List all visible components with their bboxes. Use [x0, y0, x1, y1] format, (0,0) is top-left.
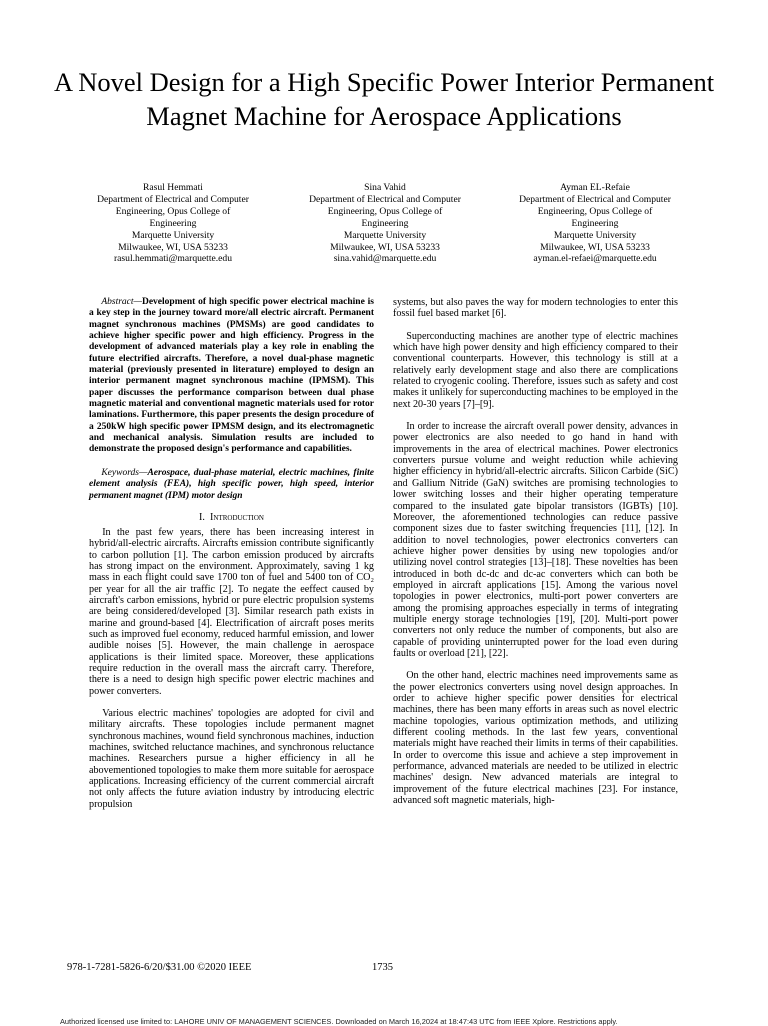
author-affiliation-line: Milwaukee, WI, USA 53233 — [540, 241, 650, 253]
author-affiliation-line: Engineering — [149, 217, 197, 229]
author-affiliation-line: Engineering, Opus College of — [115, 205, 231, 217]
body-paragraph: Various electric machines' topologies are adopted for civil and military aircrafts. These topologies include permanent magnet synchronous machines, wound field synchronous machines, induction machines, switched reluctance machines, and synchronous reluctance machines. Researchers pursue a higher efficiency in all he abovementioned topologies to make them more suitable for aerospace applications. Increasing efficiency of the current commercial aircraft not only affects the future aviation industry by introducing electric propulsion — [89, 708, 374, 810]
authorization-notice: Authorized licensed use limited to: LAHORE UNIV OF MANAGEMENT SCIENCES. Downloaded on March 16,2024 at 18:47:43 UTC from IEEE Xplore. Restrictions apply. — [60, 1017, 618, 1026]
abstract-text: Development of high specific power electrical machine is a key step in the journey toward more/all electric aircraft. Permanent magnet synchronous machines (PMSMs) are good candidates to achieve higher specific power and high efficiency. Progress in the development of advanced materials play a key role in enabling the future electrified aircrafts. Therefore, a novel dual-phase magnetic material (previously presented in literature) employed to design an interior permanent magnet synchronous machine (IPMSM). This paper discusses the performance comparison between dual phase magnetic material and conventional magnetic materials used for rotor laminations. Furthermore, this paper presents the design procedure of a 250kW high specific power IPMSM design, and its electromagnetic and mechanical analysis. Simulation results are included to demonstrate the proposed design's performance and capabilities. — [89, 297, 374, 455]
author-affiliation-line: Department of Electrical and Computer — [97, 193, 249, 205]
author-affiliation-line: Department of Electrical and Computer — [519, 193, 671, 205]
author-email: ayman.el-refaei@marquette.edu — [533, 253, 657, 265]
section-name: Introduction — [210, 511, 264, 523]
body-paragraph: In order to increase the aircraft overall power density, advances in power electronics are also needed to go hand in hand with improvements in the area of electrical machines. Power electronics converters pursue volume and weight reduction while achieving higher efficiency in hybrid/all-electric aircrafts. Silicon Carbide (SiC) and Gallium Nitride (GaN) switches are promising technologies to lower switching losses and their higher operating temperature compared to the insulated gate bipolar transistors (IGBTs) [10]. Moreover, the aforementioned technologies can reduce passive component sizes due to faster switching frequencies [11], [12]. In addition to novel technologies, power electronics converters can achieve higher power densities by using new topologies and/or utilizing novel control strategies [13]–[18]. These novelties has been introduced in both dc-dc and dc-ac converters which can both be employed in aircraft applications [15]. Among the various novel topologies in power electronics, multi-port power converters are among the promising approaches especially in terms of integrating multiple energy storage technologies [19], [20]. Multi-port power converters not only reduce the number of components, but also are capable of providing uninterrupted power for the load even during faults or overload [21], [22]. — [393, 421, 678, 659]
author-affiliation-line: Milwaukee, WI, USA 53233 — [330, 241, 440, 253]
author-block — [490, 182, 700, 265]
section-heading — [89, 512, 374, 524]
body-paragraph: Superconducting machines are another type of electric machines which have high power density and high efficiency compared to their conventional counterparts. However, this technology is still at a relatively early development stage and also there are complications related to cryogenic cooling. Therefore, issues such as safety and cost makes it unlikely for superconducting machines to be employed in the next 20-30 years [7]–[9]. — [393, 330, 678, 410]
body-paragraph: systems, but also paves the way for modern technologies to enter this fossil fuel based market [6]. — [393, 297, 678, 320]
author-name: Sina Vahid — [364, 182, 406, 193]
keywords — [89, 468, 374, 502]
author-block — [68, 182, 278, 265]
page-number: 1735 — [372, 962, 393, 973]
author-affiliation-line: Engineering, Opus College of — [537, 205, 653, 217]
author-affiliation-line: Marquette University — [131, 229, 215, 241]
right-column — [393, 297, 678, 806]
abstract — [89, 297, 374, 456]
body-paragraph: In the past few years, there has been increasing interest in hybrid/all-electric aircrafts. Aircrafts emission contribute significantly to carbon pollution [1]. The carbon emission produced by aircrafts has strong impact on the environment. Approximately, saving 1 kg mass in each flight could save 1700 ton of fuel and 5400 ton of CO₂ per year for all the air traffic [2]. To negate the eeffect caused by aircraft's carbon emissions, hybrid or pure electric propulsion systems are being considered/developed [3]. Similar research path exists in marine and ground-based [4]. Electrification of aircraft poses merits such as improved fuel economy, reduced harmful emission, and lower audible noises [5]. However, the main challenge in aerospace applications is their limited space. Moreover, these applications require reduction in the overall mass the aircraft carry. Therefore, there is a need to design high specific power electric machines and power converters. — [89, 526, 374, 697]
author-affiliation-line: Marquette University — [343, 229, 427, 241]
author-affiliation-line: Engineering — [361, 217, 409, 229]
author-email: sina.vahid@marquette.edu — [333, 253, 437, 265]
body-paragraph: On the other hand, electric machines need improvements same as the power electronics converters using novel design approaches. In order to achieve higher specific power densities for electrical machines, there has been many efforts in areas such as novel electric machine topologies, various optimization methods, and utilizing different cooling methods. In the last few years, conventional materials might have reached their limits in terms of their capabilities. In order to overcome this issue and achieve a step improvement in performance, advanced materials are needed to be utilized in electric machines' design. New advanced materials are integral to improvement of the future electrical machines [23]. For instance, advanced soft magnetic materials, high- — [393, 670, 678, 807]
author-email: rasul.hemmati@marquette.edu — [113, 253, 233, 265]
author-name: Ayman EL-Refaie — [560, 182, 630, 193]
section-number: I. — [199, 511, 205, 523]
keywords-lead: Keywords— — [101, 467, 148, 478]
author-affiliation-line: Milwaukee, WI, USA 53233 — [118, 241, 228, 253]
isbn-footer: 978-1-7281-5826-6/20/$31.00 ©2020 IEEE — [67, 962, 252, 973]
author-block — [280, 182, 490, 265]
abstract-lead: Abstract— — [101, 297, 142, 307]
author-affiliation-line: Department of Electrical and Computer — [309, 193, 461, 205]
keywords-text: Aerospace, dual-phase material, electric machines, finite element analysis (FEA), high specific power, high speed, interior permanent magnet (IPM) motor design — [89, 467, 374, 501]
author-affiliation-line: Marquette University — [553, 229, 637, 241]
left-column — [89, 297, 374, 810]
paper-title: A Novel Design for a High Specific Power Interior Permanent Magnet Machine for Aerospace Applications — [53, 67, 715, 131]
author-affiliation-line: Engineering, Opus College of — [327, 205, 443, 217]
author-name: Rasul Hemmati — [143, 182, 203, 193]
author-affiliation-line: Engineering — [571, 217, 619, 229]
